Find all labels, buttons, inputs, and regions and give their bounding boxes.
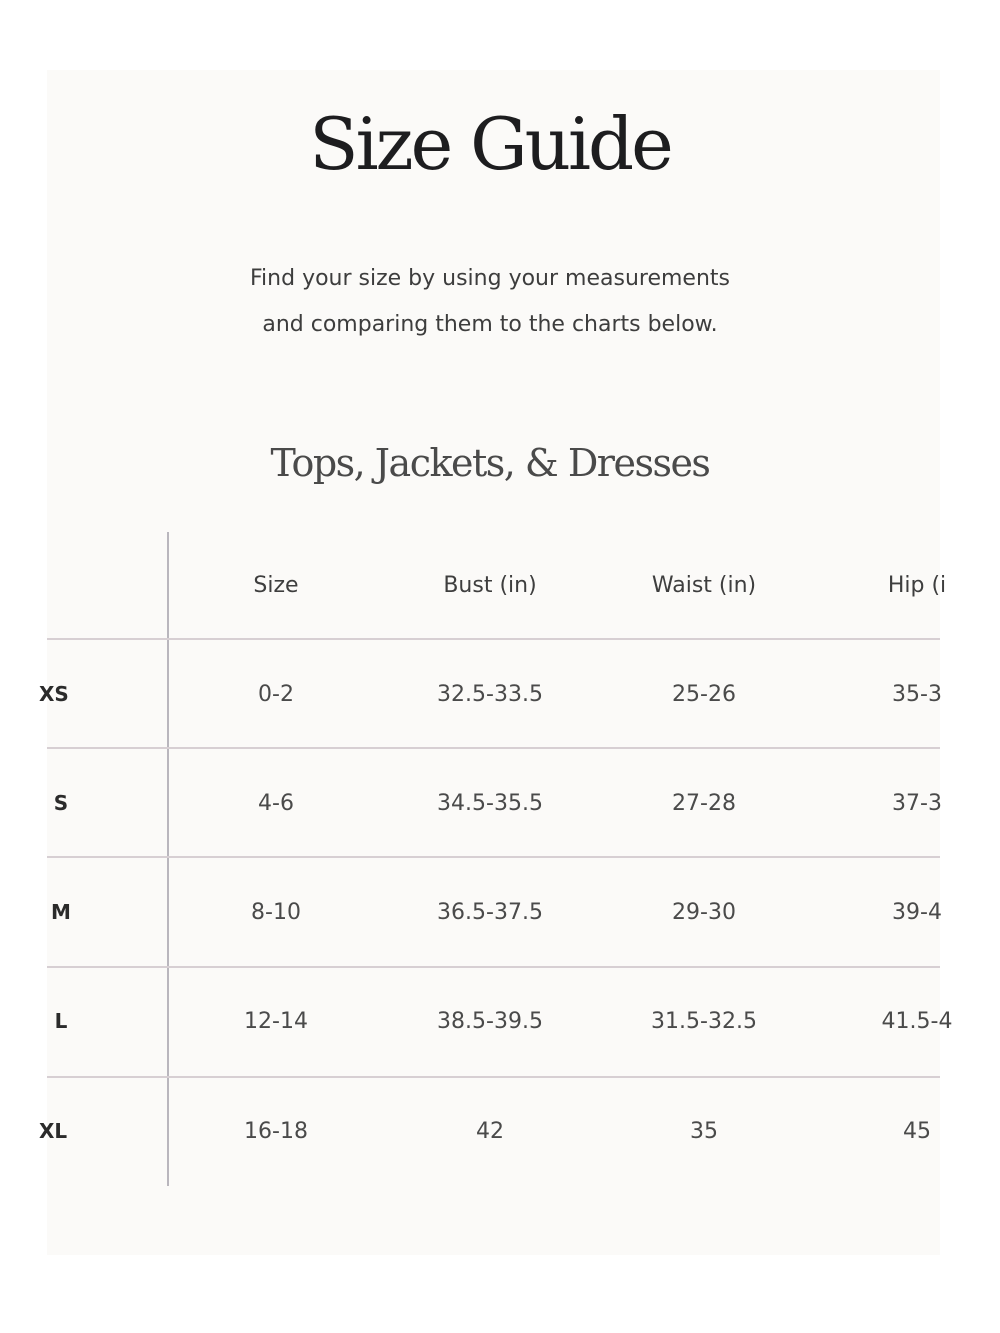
cell-bust: 42 [476,1119,504,1144]
cell-hip: 39-4 [892,900,942,925]
cell-size: 8-10 [251,900,301,925]
cell-waist: 35 [690,1119,718,1144]
cell-hip: 35-3 [892,682,942,707]
intro-line-2: and comparing them to the charts below. [262,312,718,337]
size-guide-card [39,70,953,1255]
cell-size: 12-14 [244,1009,308,1034]
row-label: XL [39,1119,68,1143]
cell-bust: 36.5-37.5 [437,900,543,925]
header-bust: Bust (in) [443,573,537,598]
row-label: L [54,1009,68,1033]
row-divider [47,856,940,858]
cell-waist: 29-30 [672,900,736,925]
cell-size: 4-6 [258,791,294,816]
cell-hip: 41.5-4 [881,1009,953,1034]
header-size: Size [253,573,299,598]
intro-text [47,256,933,348]
cell-bust: 34.5-35.5 [437,791,543,816]
cell-waist: 25-26 [672,682,736,707]
row-label: S [53,791,69,815]
row-divider [47,638,940,640]
cell-hip: 45 [903,1119,931,1144]
table-vertical-divider [167,532,169,1186]
page-title: Size Guide [309,102,671,186]
row-divider [47,966,940,968]
row-divider [47,747,940,749]
cell-bust: 32.5-33.5 [437,682,543,707]
cell-hip: 37-3 [892,791,942,816]
cell-size: 0-2 [258,682,294,707]
row-label: XS [39,682,69,706]
intro-line-1: Find your size by using your measurements [250,266,730,291]
cell-waist: 31.5-32.5 [651,1009,757,1034]
cell-size: 16-18 [244,1119,308,1144]
row-label: M [51,900,71,924]
header-waist: Waist (in) [651,573,757,598]
row-divider [47,1076,940,1078]
cell-bust: 38.5-39.5 [437,1009,543,1034]
header-hip: Hip (i [887,573,947,598]
section-title: Tops, Jackets, & Dresses [270,441,710,485]
cell-waist: 27-28 [672,791,736,816]
